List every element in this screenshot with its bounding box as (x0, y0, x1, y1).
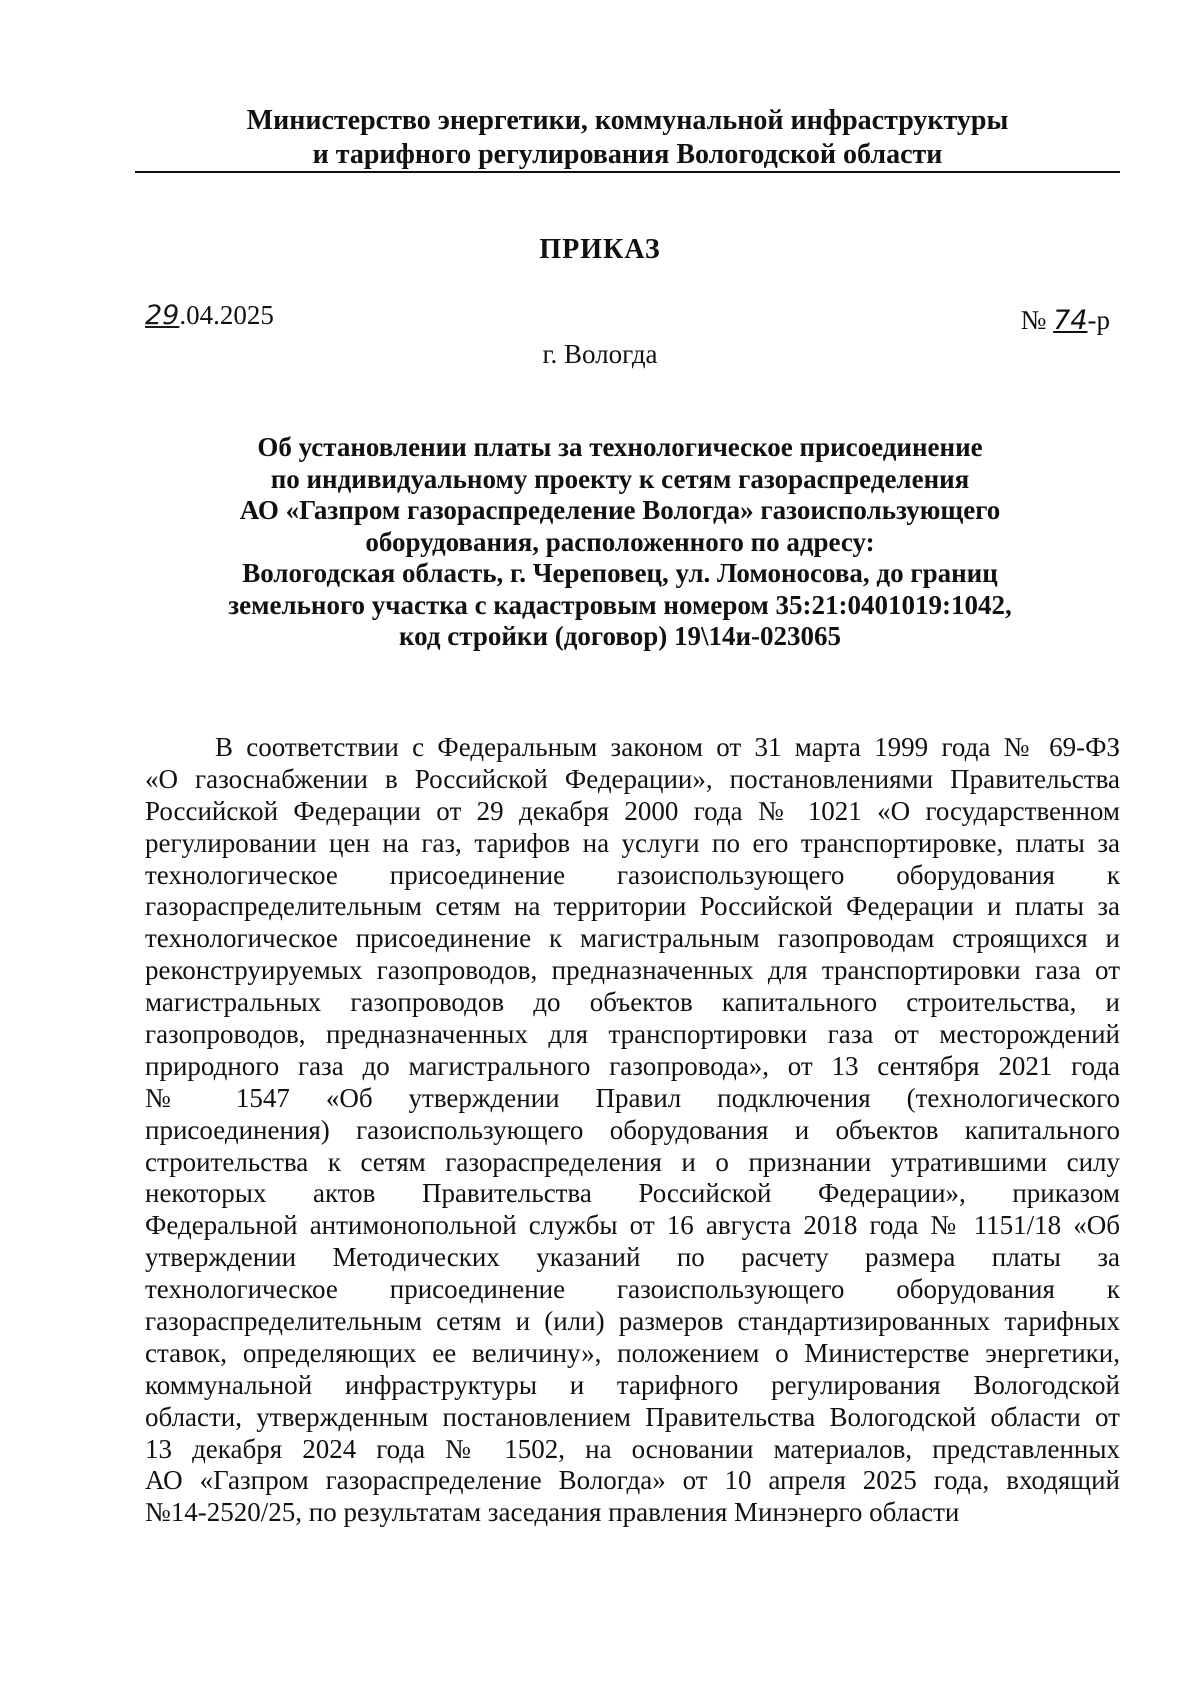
body-line: области, утвержденным постановлением Правительства Вологодской области от (145, 1401, 1120, 1432)
body-line: № 1547 «Об утверждении Правил подключения (технологического (145, 1082, 1120, 1113)
body-line: технологическое присоединение газоиспользующего оборудования к (145, 1274, 1120, 1305)
ministry-line-2: и тарифного регулирования Вологодской области (312, 139, 943, 170)
ministry-header (135, 104, 1120, 172)
order-number (1021, 305, 1110, 336)
subject-line: оборудования, расположенного по адресу: (365, 526, 875, 557)
body-line: газораспределительным сетям на территории Российской Федерации и платы за (145, 891, 1120, 922)
subject-line: Об установлении платы за технологическое присоединение (257, 432, 983, 462)
body-line: АО «Газпром газораспределение Вологда» от 10 апреля 2025 года, входящий (145, 1465, 1120, 1496)
body-line: реконструируемых газопроводов, предназначенных для транспортировки газа от (145, 955, 1120, 986)
body-line: регулировании цен на газ, тарифов на услуги по его транспортировке, платы за (145, 827, 1120, 858)
body-line: газопроводов, предназначенных для транспортировки газа от месторождений (145, 1019, 1120, 1050)
handwritten-day: 29 (145, 300, 180, 331)
handwritten-number: 74 (1053, 305, 1088, 336)
body-line: 13 декабря 2024 года № 1502, на основании материалов, представленных (145, 1433, 1120, 1464)
body-line: магистральных газопроводов до объектов капитального строительства, и (145, 987, 1120, 1018)
body-line: присоединения) газоиспользующего оборудования и объектов капитального (145, 1114, 1120, 1145)
preamble-paragraph (145, 732, 1120, 1529)
body-line: некоторых актов Правительства Российской Федерации», приказом (145, 1178, 1120, 1209)
subject-line: Вологодская область, г. Череповец, ул. Ломоносова, до границ (242, 558, 998, 588)
body-line: коммунальной инфраструктуры и тарифного регулирования Вологодской (145, 1369, 1120, 1400)
order-subject (140, 432, 1100, 653)
body-line: «О газоснабжении в Российской Федерации», постановлениями Правительства (145, 763, 1120, 794)
order-date (145, 300, 274, 331)
body-line: природного газа до магистрального газопровода», от 13 сентября 2021 года (145, 1050, 1120, 1081)
body-line: газораспределительным сетям и (или) размеров стандартизированных тарифных (145, 1306, 1120, 1337)
body-line: Федеральной антимонопольной службы от 16 августа 2018 года № 1151/18 «Об (145, 1210, 1120, 1241)
number-prefix: № (1020, 305, 1054, 335)
body-line: ставок, определяющих ее величину», положением о Министерстве энергетики, (145, 1337, 1120, 1368)
body-line: технологическое присоединение к магистральным газопроводам строящихся и (145, 923, 1120, 954)
body-line: строительства к сетям газораспределения и о признании утратившими силу (145, 1146, 1120, 1177)
body-line: Российской Федерации от 29 декабря 2000 года № 1021 «О государственном (145, 795, 1120, 826)
body-line: №14-2520/25, по результатам заседания правления Минэнерго области (145, 1497, 960, 1528)
body-line: В соответствии с Федеральным законом от 31 марта 1999 года № 69-ФЗ (215, 732, 1120, 762)
body-line: технологическое присоединение газоиспользующего оборудования к (145, 859, 1120, 890)
subject-line: код стройки (договор) 19\14и-023065 (398, 621, 842, 651)
ministry-line-1: Министерство энергетики, коммунальной инфраструктуры (246, 105, 1009, 136)
subject-line: АО «Газпром газораспределение Вологда» газоиспользующего (239, 495, 1001, 525)
date-rest: .04.2025 (179, 300, 274, 330)
header-underline (135, 171, 1120, 173)
body-line: утверждении Методических указаний по расчету размера платы за (145, 1242, 1120, 1273)
number-suffix: -р (1087, 305, 1110, 335)
city: г. Вологда (542, 339, 658, 369)
subject-line: земельного участка с кадастровым номером 35:21:0401019:1042, (228, 589, 1012, 620)
document-type-title: ПРИКАЗ (539, 234, 661, 265)
subject-line: по индивидуальному проекту к сетям газораспределения (270, 463, 970, 494)
